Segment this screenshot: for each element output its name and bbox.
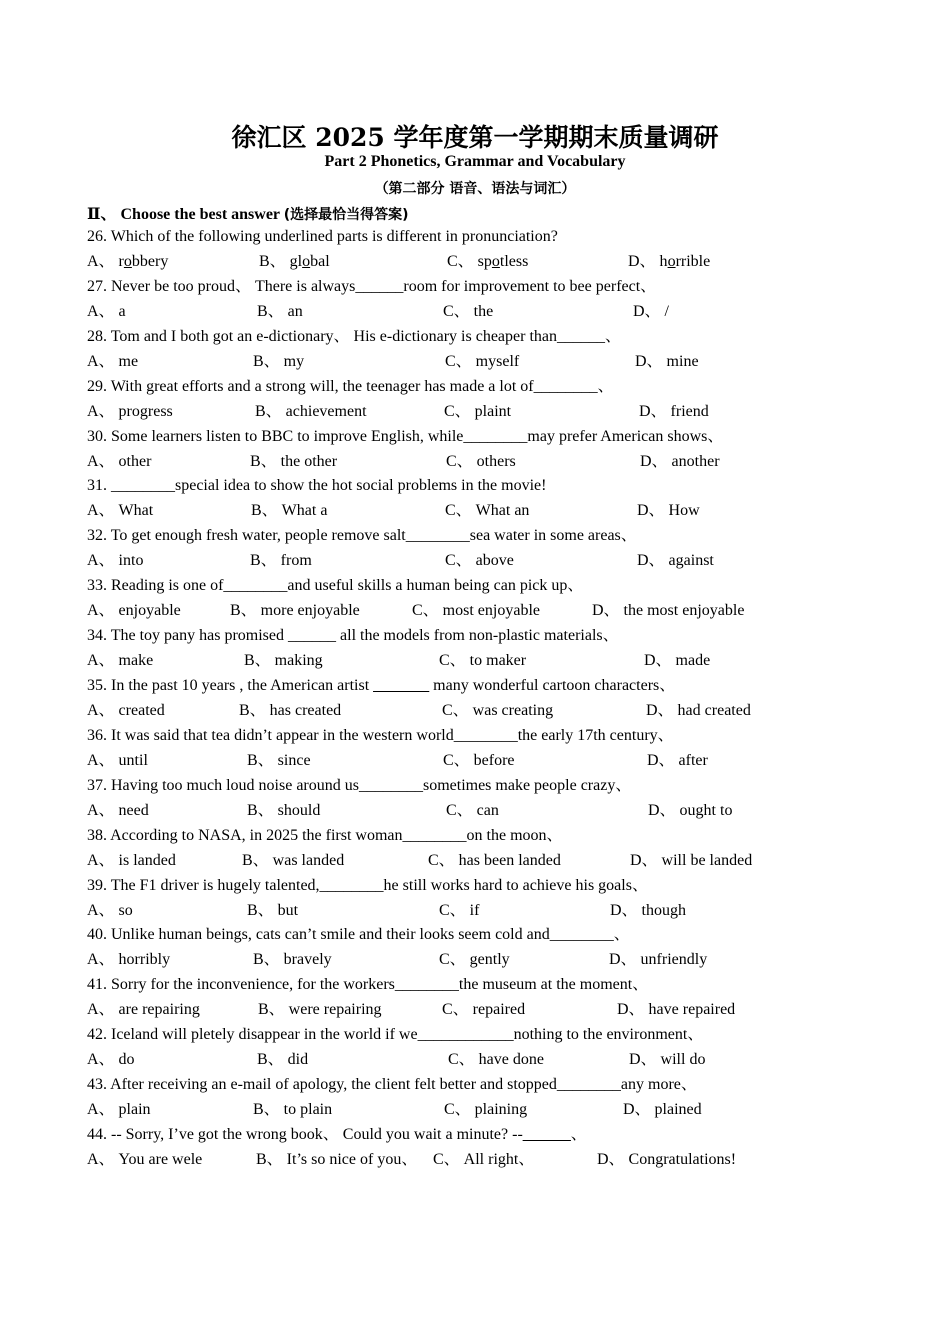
question-text [87,374,887,399]
page-subtitle: Part 2 Phonetics, Grammar and Vocabulary [324,153,626,170]
option-text-part: C、 the [443,302,494,320]
answer-options [87,1147,887,1172]
question-text-part: ______ [522,1126,571,1144]
option-text-part: B、 It’s so nice of you、 [256,1151,418,1169]
option-c [447,249,528,274]
option-d [633,299,669,324]
option-a [87,898,133,923]
option-a [87,349,138,374]
question-text [87,424,887,449]
option-b [244,648,323,673]
option-text-part: D、 another [640,452,720,470]
section-label: Ⅱ、 Choose the best answer [87,206,280,223]
option-text-part: A、 is landed [87,851,176,869]
question-item [87,274,887,324]
question-text-part: 29. With great efforts and a strong will, the teenager has made a lot of________、 [87,377,614,395]
question-text-part: 30. Some learners listen to BBC to improve English, while________may prefer American shows、 [87,427,724,445]
question-text [87,673,887,698]
question-list [87,224,887,1172]
option-text-part: C、 plaint [444,402,512,420]
option-text-part: B、 to plain [253,1101,333,1119]
option-text-part: C、 was creating [442,702,554,720]
page-subtitle-chinese: （第二部分 语音、语法与词汇） [374,181,576,197]
option-text-part: A、 What [87,502,154,520]
option-c [446,449,516,474]
option-text-part: C、 repaired [442,1001,526,1019]
question-text-part: 32. To get enough fresh water, people remove salt________sea water in some areas、 [87,527,637,545]
question-item [87,922,887,972]
answer-options [87,598,887,623]
question-text [87,922,887,947]
option-b [258,997,382,1022]
question-item [87,873,887,923]
option-text-part: D、 have repaired [617,1001,736,1019]
option-text-part: A、 until [87,751,148,769]
option-text-part: A、 plain [87,1101,151,1119]
option-text-part: o [667,253,676,270]
option-text-part: D、 had created [646,702,751,720]
option-text-part: D、 made [644,652,711,670]
option-text-part: A、 so [87,901,133,919]
option-d [609,947,707,972]
option-text-part: A、 do [87,1051,135,1069]
option-b [242,848,344,873]
option-text-part: B、 What a [251,502,328,520]
option-c [439,648,526,673]
option-text-part: bbery [131,253,169,270]
question-text-part: ______ all the models from non-plastic materials、 [288,627,619,645]
question-item [87,573,887,623]
question-text [87,1022,887,1047]
option-a [87,548,143,573]
option-c [446,798,499,823]
option-text-part: A、 into [87,552,144,570]
question-item [87,1122,887,1172]
option-text-part: B、 an [257,302,303,320]
option-c [448,1047,544,1072]
option-text-part: C、 most enjoyable [412,602,540,620]
option-text-part: D、 against [637,552,714,570]
option-text-part: A、 make [87,652,154,670]
question-text [87,573,887,598]
option-a [87,1047,135,1072]
option-d [646,698,751,723]
option-c [443,299,493,324]
option-a [87,299,126,324]
section-heading [87,201,409,224]
option-a [87,598,181,623]
answer-options [87,748,887,773]
question-item [87,374,887,424]
option-text-part: D、 unfriendly [609,951,708,969]
option-text-part: D、 friend [639,402,709,420]
option-text-part: D、 mine [635,352,699,370]
question-text-part: 37. Having too much loud noise around us________sometimes make people crazy、 [87,776,632,794]
option-text-part: C、 can [446,801,499,819]
option-text-part: B、 achievement [255,402,367,420]
option-text-part: A、 r [87,253,124,270]
answer-options [87,498,887,523]
option-c [439,898,479,923]
question-item [87,972,887,1022]
question-text [87,773,887,798]
question-text-part: 43. After receiving an e-mail of apology, the client felt better and stopped________any more、 [87,1076,697,1094]
option-text-part: D、 though [610,901,687,919]
option-text-part: B、 making [244,652,323,670]
option-d [644,648,710,673]
question-text-part: 34. The toy pany has promised [87,627,289,645]
option-text-part: B、 were repairing [258,1001,382,1019]
option-d [610,898,686,923]
option-text-part: C、 plaining [444,1101,528,1119]
question-text [87,823,887,848]
option-text-part: B、 my [253,352,305,370]
question-text-part: 40. Unlike human beings, cats can’t smile and their looks seem cold and________、 [87,926,630,944]
question-text [87,274,887,299]
answer-options [87,997,887,1022]
option-c [443,748,515,773]
option-text-part: C、 myself [445,352,520,370]
option-d [592,598,744,623]
option-text-part: D、 will be landed [630,851,753,869]
question-item [87,324,887,374]
option-a [87,947,170,972]
option-text-part: A、 other [87,452,152,470]
question-item [87,523,887,573]
option-b [247,748,311,773]
option-c [433,1147,534,1172]
question-item [87,473,887,523]
answer-options [87,1047,887,1072]
answer-options [87,947,887,972]
option-text-part: D、 Congratulations! [597,1151,737,1169]
option-text-part: A、 You are wele [87,1151,203,1169]
answer-options [87,548,887,573]
option-b [251,498,327,523]
option-d [597,1147,736,1172]
answer-options [87,898,887,923]
option-b [250,449,337,474]
question-text-part: 36. It was said that tea didn’t appear in the western world________the early 17th century、 [87,726,674,744]
option-text-part: C、 others [446,452,516,470]
question-text [87,623,887,648]
question-text [87,1122,887,1147]
option-d [630,848,752,873]
option-text-part: C、 sp [447,253,492,270]
question-item [87,723,887,773]
option-text-part: A、 enjoyable [87,602,181,620]
option-a [87,449,151,474]
option-text-part: A、 progress [87,402,173,420]
question-item [87,623,887,673]
option-c [444,1097,527,1122]
option-text-part: C、 if [439,901,480,919]
answer-options [87,449,887,474]
question-text [87,523,887,548]
question-text [87,224,887,249]
option-text-part: D、 plained [623,1101,702,1119]
option-d [648,798,732,823]
question-text-part: 42. Iceland will pletely disappear in the world if we____________nothing to the environment、 [87,1026,704,1044]
question-text-part: 33. Reading is one of________and useful skills a human being can pick up、 [87,577,584,595]
option-text-part: D、 the most enjoyable [592,602,745,620]
question-text [87,723,887,748]
question-text [87,972,887,997]
option-text-part: B、 but [247,901,299,919]
option-text-part: o [302,253,311,270]
option-text-part: B、 gl [259,253,303,270]
option-c [412,598,540,623]
question-item [87,1022,887,1072]
question-text [87,473,887,498]
page-title: 徐汇区 2025 学年度第一学期期末质量调研 [231,123,719,152]
question-text-part: 39. The F1 driver is hugely talented,________he still works hard to achieve his goals、 [87,876,648,894]
answer-options [87,249,887,274]
question-text [87,324,887,349]
option-b [256,1147,417,1172]
option-text-part: C、 has been landed [428,851,561,869]
question-item [87,424,887,474]
answer-options [87,299,887,324]
answer-options [87,798,887,823]
option-a [87,748,148,773]
option-d [640,449,720,474]
option-a [87,698,165,723]
option-text-part: D、 h [628,253,668,270]
question-text-part: 41. Sorry for the inconvenience, for the workers________the museum at the moment、 [87,976,649,994]
question-text-part: 44. -- Sorry, I’ve got the wrong book、 Could you wait a minute? -- [87,1126,523,1144]
option-text-part: B、 was landed [242,851,345,869]
option-d [639,399,709,424]
option-d [628,249,710,274]
option-b [239,698,341,723]
answer-options [87,349,887,374]
question-text-part: many wonderful cartoon characters、 [429,677,676,695]
question-item [87,773,887,823]
option-text-part: A、 created [87,702,165,720]
option-text-part: B、 did [257,1051,309,1069]
option-text-part: B、 should [247,801,321,819]
option-text-part: A、 horribly [87,951,171,969]
option-text-part: C、 have done [448,1051,544,1069]
option-text-part: A、 need [87,801,149,819]
answer-options [87,1097,887,1122]
answer-options [87,848,887,873]
option-b [230,598,360,623]
option-c [428,848,561,873]
option-c [445,498,529,523]
option-a [87,648,153,673]
option-c [439,947,510,972]
section-label-chinese: (选择最恰当得答案) [283,207,409,223]
option-text-part: C、 to maker [439,652,527,670]
question-text-part: 27. Never be too proud、 There is always______room for improvement to bee perfect、 [87,277,657,295]
option-text-part: B、 from [250,552,312,570]
option-text-part: C、 above [445,552,514,570]
option-text-part: o [123,253,132,270]
option-text-part: B、 since [247,751,311,769]
option-d [629,1047,705,1072]
question-text [87,1072,887,1097]
question-item [87,673,887,723]
option-text-part: C、 All right、 [433,1151,535,1169]
option-b [255,399,367,424]
option-a [87,848,176,873]
question-item [87,823,887,873]
option-d [635,349,699,374]
option-b [257,1047,308,1072]
option-text-part: rrible [675,253,711,270]
option-d [617,997,735,1022]
option-text-part: tless [499,253,529,270]
option-text-part: B、 more enjoyable [230,602,360,620]
option-text-part: B、 bravely [253,951,332,969]
option-a [87,1097,151,1122]
question-item [87,224,887,274]
question-text-part: 38. According to NASA, in 2025 the first woman________on the moon、 [87,826,563,844]
option-a [87,798,149,823]
option-b [257,299,303,324]
option-c [445,349,519,374]
option-a [87,1147,202,1172]
question-text-part: 28. Tom and I both got an e-dictionary、 His e-dictionary is cheaper than______、 [87,327,622,345]
option-text-part: B、 the other [250,452,338,470]
question-text-part: 、 [570,1126,587,1144]
question-text-part: 31. ________special idea to show the hot social problems in the movie! [87,477,547,495]
question-text-part: 35. In the past 10 years , the American artist [87,677,374,695]
answer-options [87,698,887,723]
option-d [637,498,700,523]
option-text-part: C、 What an [445,502,530,520]
option-c [444,399,511,424]
option-b [247,798,320,823]
option-text-part: A、 me [87,352,139,370]
option-c [445,548,514,573]
option-c [442,698,553,723]
option-d [647,748,708,773]
option-text-part: D、 ought to [648,801,733,819]
option-b [253,1097,332,1122]
option-text-part: C、 before [443,751,515,769]
option-c [442,997,525,1022]
option-text-part: bal [310,253,330,270]
option-text-part: D、 / [633,302,670,320]
option-text-part: B、 has created [239,702,342,720]
question-item [87,1072,887,1122]
option-a [87,399,173,424]
option-text-part: o [491,253,500,270]
option-b [253,947,332,972]
answer-options [87,648,887,673]
option-b [247,898,298,923]
question-text-part: 26. Which of the following underlined parts is different in pronunciation? [87,228,558,245]
option-text-part: A、 are repairing [87,1001,200,1019]
option-text-part: D、 after [647,751,708,769]
question-text [87,873,887,898]
option-a [87,498,153,523]
option-b [253,349,304,374]
option-d [637,548,714,573]
option-a [87,997,200,1022]
answer-options [87,399,887,424]
option-text-part: C、 gently [439,951,510,969]
option-b [250,548,312,573]
option-text-part: D、 will do [629,1051,706,1069]
option-text-part: A、 a [87,302,126,320]
option-text-part: D、 How [637,502,700,520]
option-d [623,1097,702,1122]
question-text-part: _______ [373,677,430,695]
option-a [87,249,168,274]
option-b [259,249,330,274]
